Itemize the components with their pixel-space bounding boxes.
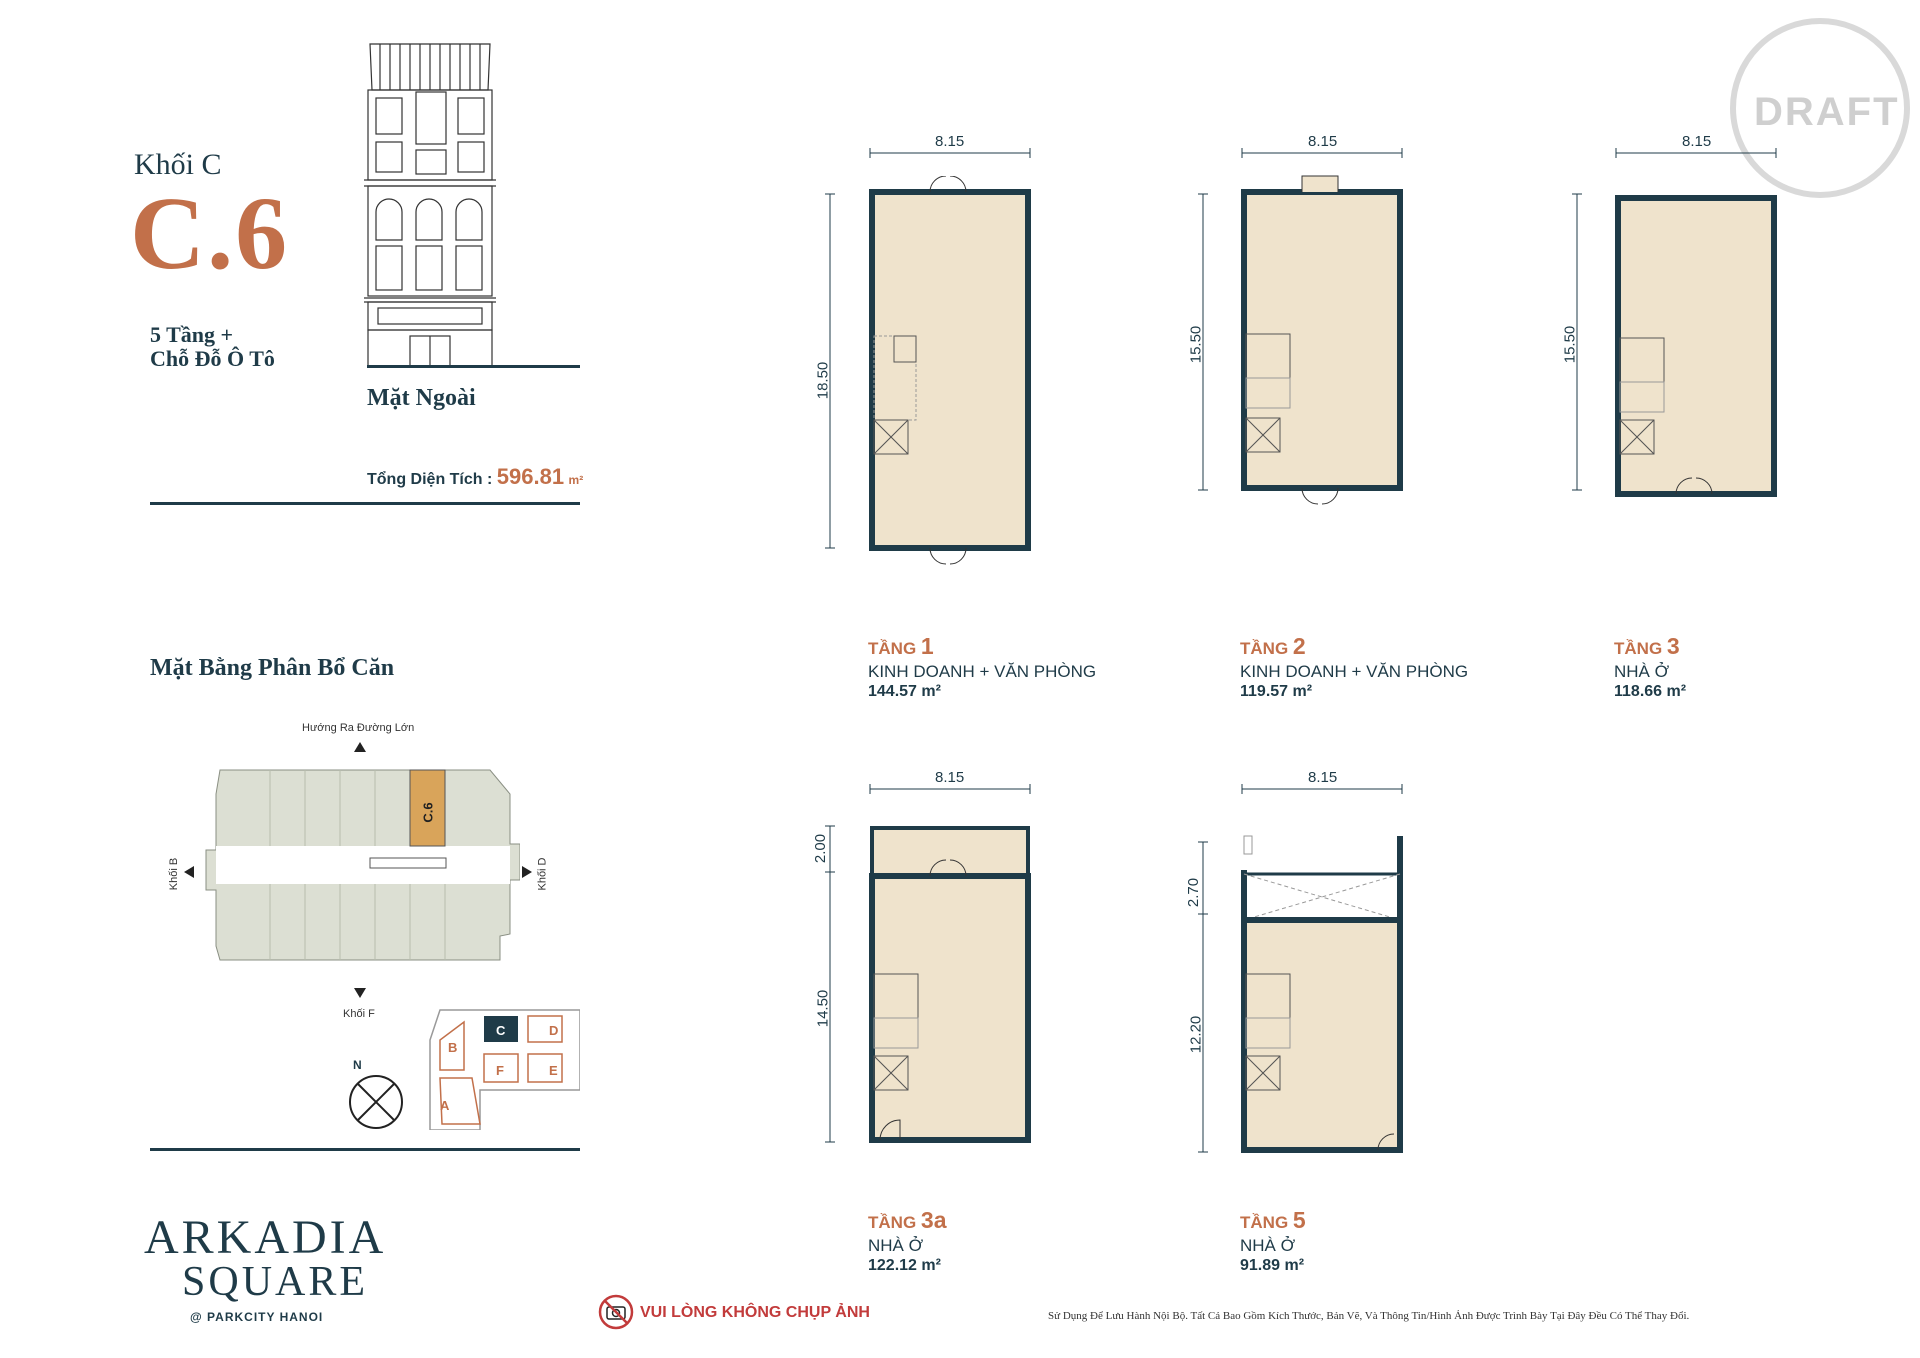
floor-1-prefix: TẦNG — [868, 639, 917, 658]
floor-3a-area: 122.12 m² — [868, 1257, 941, 1274]
floor-1-height-dim: 18.50 — [814, 361, 832, 400]
floor-3a-height-dim-top: 2.00 — [812, 833, 830, 864]
key-block-b: B — [448, 1040, 458, 1055]
west-block-label: Khối B — [168, 857, 181, 891]
floor-3a-number: 3a — [920, 1207, 947, 1233]
floor-3-width-dim: 8.15 — [1682, 133, 1712, 150]
floor-3-number: 3 — [1666, 633, 1680, 659]
floor-1-width-line — [868, 148, 1032, 158]
total-area-value: 596.81 — [496, 464, 565, 489]
site-plan-diagram — [160, 760, 520, 980]
floor-3-plan — [1614, 188, 1778, 504]
floor-3-height-dim: 15.50 — [1561, 325, 1579, 364]
total-area — [367, 464, 583, 490]
floor-3a-use: NHÀ Ở — [868, 1235, 924, 1255]
floor-2-height-dim: 15.50 — [1187, 325, 1205, 364]
brand-logo-line1: ARKADIA — [144, 1211, 387, 1264]
floor-3-label — [1614, 632, 1686, 702]
floor-1-area: 144.57 m² — [868, 683, 941, 700]
floor-3a-label — [868, 1206, 947, 1276]
total-area-unit: m² — [568, 473, 584, 487]
floor-5-width-dim: 8.15 — [1308, 769, 1338, 786]
floor-2-width-dim: 8.15 — [1308, 133, 1338, 150]
compass-north-label: N — [353, 1058, 362, 1072]
floor-5-number: 5 — [1292, 1207, 1306, 1233]
site-plan-title: Mặt Bằng Phân Bổ Căn — [150, 655, 395, 681]
floor-2-area: 119.57 m² — [1240, 683, 1313, 700]
floor-2-prefix: TẦNG — [1240, 639, 1289, 658]
floor-5-height-dim-bottom: 12.20 — [1187, 1015, 1205, 1054]
floors-summary-line2: Chỗ Đỗ Ô Tô — [150, 346, 275, 371]
arrow-down-icon — [350, 986, 370, 1000]
site-plan-unit-tag: C.6 — [420, 802, 436, 823]
floor-5-width-line — [1240, 784, 1404, 794]
draft-stamp-text: DRAFT — [1754, 90, 1900, 134]
floor-2-label — [1240, 632, 1468, 702]
facade-baseline — [367, 365, 580, 368]
floor-5-prefix: TẦNG — [1240, 1213, 1289, 1232]
no-camera-icon — [598, 1294, 634, 1330]
compass-icon — [346, 1072, 406, 1132]
floor-1-number: 1 — [920, 633, 934, 659]
brand-logo-line2: SQUARE — [182, 1259, 369, 1305]
floor-3-area: 118.66 m² — [1614, 683, 1687, 700]
floor-5-height-dim-top: 2.70 — [1185, 877, 1203, 908]
floor-2-width-line — [1240, 148, 1404, 158]
facade-elevation-drawing — [360, 40, 500, 370]
floor-3a-width-line — [868, 784, 1032, 794]
floor-1-height-line — [825, 192, 835, 550]
block-label: Khối C — [134, 148, 222, 181]
floors-summary-line1: 5 Tầng + — [150, 322, 234, 347]
unit-code: C.6 — [130, 176, 290, 291]
floor-1-width-dim: 8.15 — [935, 133, 965, 150]
floor-3-width-line — [1614, 148, 1778, 158]
total-area-label: Tổng Diện Tích : — [367, 471, 493, 488]
key-block-c: C — [496, 1023, 506, 1038]
south-block-label: Khối F — [343, 1008, 375, 1020]
floor-3a-width-dim: 8.15 — [935, 769, 965, 786]
floor-3-prefix: TẦNG — [1614, 639, 1663, 658]
key-block-d: D — [549, 1023, 559, 1038]
key-block-a: A — [440, 1098, 450, 1113]
floor-2-number: 2 — [1292, 633, 1306, 659]
floor-5-height-line — [1198, 840, 1208, 1154]
header-divider — [150, 502, 580, 505]
arrow-left-icon — [182, 864, 196, 880]
arrow-right-icon — [520, 864, 534, 880]
floor-1-use: KINH DOANH + VĂN PHÒNG — [868, 661, 1097, 681]
key-block-e: E — [549, 1063, 558, 1078]
east-block-label: Khối D — [536, 857, 549, 891]
floor-2-use: KINH DOANH + VĂN PHÒNG — [1240, 661, 1469, 681]
floor-3a-height-line — [825, 824, 835, 1144]
brand-logo-line3: @ PARKCITY HANOI — [190, 1310, 324, 1324]
floor-5-use: NHÀ Ở — [1240, 1235, 1296, 1255]
no-photo-notice: VUI LÒNG KHÔNG CHỤP ẢNH — [640, 1304, 870, 1321]
floor-3a-height-dim-bottom: 14.50 — [814, 989, 832, 1028]
site-plan-divider — [150, 1148, 580, 1151]
floor-2-height-line — [1198, 192, 1208, 492]
floor-5-plan — [1240, 830, 1404, 1154]
floor-5-label — [1240, 1206, 1306, 1276]
floor-1-plan — [868, 176, 1032, 566]
road-direction-label: Hướng Ra Đường Lớn — [302, 722, 415, 734]
arrow-up-icon — [350, 740, 370, 754]
floor-2-plan — [1240, 168, 1404, 510]
floor-1-label — [868, 632, 1096, 702]
disclaimer: Sử Dụng Để Lưu Hành Nội Bộ. Tất Cả Bao Gồm Kích Thước, Bản Vẽ, Và Thông Tin/Hình Ảnh Được Trình Bày Tại Đây Đều Có Thể Thay Đổi. — [1048, 1310, 1690, 1322]
key-block-f: F — [496, 1063, 504, 1078]
floor-3a-prefix: TẦNG — [868, 1213, 917, 1232]
facade-title: Mặt Ngoài — [367, 385, 476, 411]
floor-3-use: NHÀ Ở — [1614, 661, 1670, 681]
floor-3a-plan — [868, 820, 1032, 1150]
floor-3-height-line — [1572, 192, 1582, 492]
floor-5-area: 91.89 m² — [1240, 1257, 1305, 1274]
